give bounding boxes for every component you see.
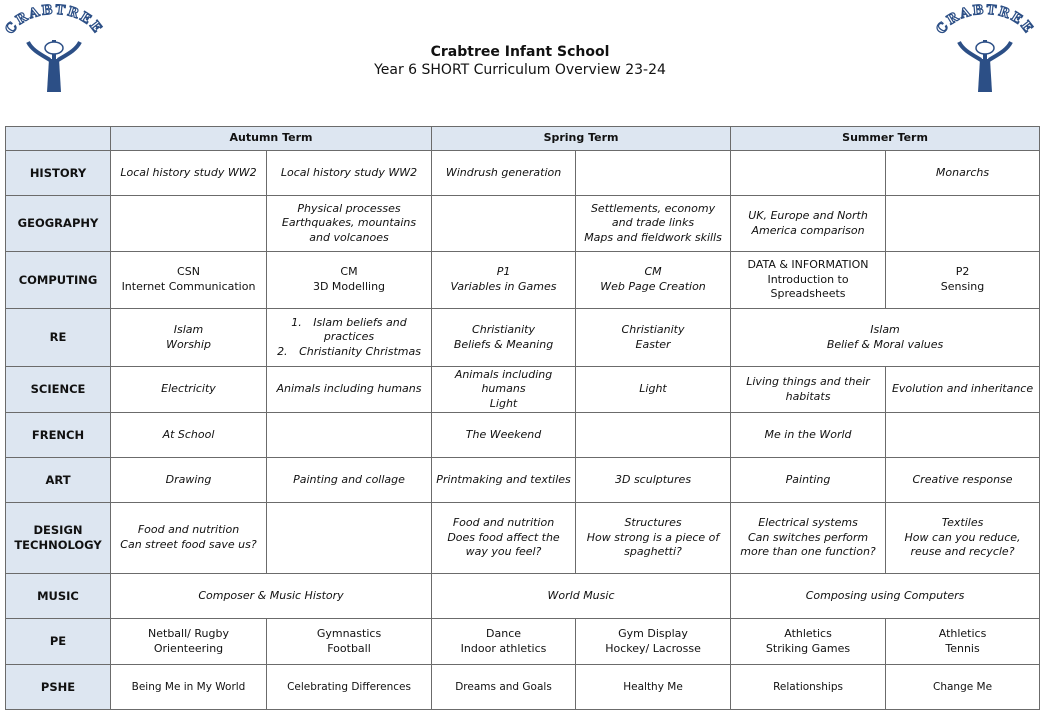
cell-autumn-2: CM 3D Modelling — [267, 252, 432, 309]
cell-spring-1: Food and nutrition Does food affect the way you feel? — [432, 503, 576, 574]
cell-autumn-2: Animals including humans — [267, 367, 432, 413]
cell-autumn-1 — [111, 196, 267, 252]
cell-spring-2: Christianity Easter — [576, 309, 731, 367]
cell-autumn-2: Local history study WW2 — [267, 151, 432, 196]
cell-autumn-2 — [267, 413, 432, 458]
subject-label: COMPUTING — [6, 252, 111, 309]
cell-summer-1 — [731, 151, 886, 196]
cell-summer-1: UK, Europe and North America comparison — [731, 196, 886, 252]
cell-summer-2: Change Me — [886, 665, 1040, 710]
svg-text:CRABTREE: CRABTREE — [2, 4, 106, 38]
term-header-row — [6, 127, 1040, 151]
numbered-list — [270, 316, 428, 360]
row-science — [6, 367, 1040, 413]
cell-summer-2 — [886, 196, 1040, 252]
cell-spring-2: Light — [576, 367, 731, 413]
cell-summer-1: DATA & INFORMATION Introduction to Spreadsheets — [731, 252, 886, 309]
cell-autumn-1: Drawing — [111, 458, 267, 503]
cell-spring-1: Dance Indoor athletics — [432, 619, 576, 665]
subject-label: PE — [6, 619, 111, 665]
subject-label: GEOGRAPHY — [6, 196, 111, 252]
cell-autumn-1: At School — [111, 413, 267, 458]
cell-summer-2: Athletics Tennis — [886, 619, 1040, 665]
cell-spring-1: Printmaking and textiles — [432, 458, 576, 503]
cell-summer-merged: Islam Belief & Moral values — [731, 309, 1040, 367]
cell-summer-2: Evolution and inheritance — [886, 367, 1040, 413]
cell-spring-2 — [576, 151, 731, 196]
cell-autumn-1: CSN Internet Communication — [111, 252, 267, 309]
document-header — [0, 44, 1040, 79]
row-music — [6, 574, 1040, 619]
cell-spring-1: P1 Variables in Games — [432, 252, 576, 309]
cell-spring-2: CM Web Page Creation — [576, 252, 731, 309]
row-art — [6, 458, 1040, 503]
subject-label: FRENCH — [6, 413, 111, 458]
svg-text:CRABTREE: CRABTREE — [933, 4, 1037, 38]
cell-autumn-1: Islam Worship — [111, 309, 267, 367]
school-name: Crabtree Infant School — [430, 44, 610, 60]
cell-summer-1: Electrical systems Can switches perform more than one function? — [731, 503, 886, 574]
cell-autumn-1: Electricity — [111, 367, 267, 413]
cell-spring-merged: World Music — [432, 574, 731, 619]
cell-spring-2: Structures How strong is a piece of spaghetti? — [576, 503, 731, 574]
cell-autumn-1: Netball/ Rugby Orienteering — [111, 619, 267, 665]
cell-autumn-1: Local history study WW2 — [111, 151, 267, 196]
term-summer: Summer Term — [731, 127, 1040, 151]
cell-summer-1: Painting — [731, 458, 886, 503]
cell-autumn-1: Food and nutrition Can street food save us? — [111, 503, 267, 574]
cell-summer-2: Textiles How can you reduce, reuse and recycle? — [886, 503, 1040, 574]
cell-autumn-2 — [267, 309, 432, 367]
cell-spring-1: Dreams and Goals — [432, 665, 576, 710]
cell-spring-1: Windrush generation — [432, 151, 576, 196]
cell-spring-1: Christianity Beliefs & Meaning — [432, 309, 576, 367]
row-design-technology — [6, 503, 1040, 574]
cell-summer-1: Relationships — [731, 665, 886, 710]
cell-summer-merged: Composing using Computers — [731, 574, 1040, 619]
corner-cell — [6, 127, 111, 151]
subject-label: RE — [6, 309, 111, 367]
cell-spring-2: Healthy Me — [576, 665, 731, 710]
row-geography — [6, 196, 1040, 252]
cell-spring-1 — [432, 196, 576, 252]
row-history — [6, 151, 1040, 196]
cell-summer-2: Monarchs — [886, 151, 1040, 196]
cell-spring-2: 3D sculptures — [576, 458, 731, 503]
cell-summer-2 — [886, 413, 1040, 458]
cell-autumn-2: Physical processes Earthquakes, mountains and volcanoes — [267, 196, 432, 252]
subject-label: DESIGN TECHNOLOGY — [6, 503, 111, 574]
term-spring: Spring Term — [432, 127, 731, 151]
subject-label: MUSIC — [6, 574, 111, 619]
list-item: 1. Islam beliefs and practices — [291, 315, 407, 344]
row-computing — [6, 252, 1040, 309]
cell-summer-1: Living things and their habitats — [731, 367, 886, 413]
cell-summer-1: Me in the World — [731, 413, 886, 458]
list-item: 2. Christianity Christmas — [277, 344, 421, 358]
cell-summer-1: Athletics Striking Games — [731, 619, 886, 665]
cell-spring-1: Animals including humans Light — [432, 367, 576, 413]
cell-autumn-1: Being Me in My World — [111, 665, 267, 710]
cell-summer-2: Creative response — [886, 458, 1040, 503]
cell-autumn-merged: Composer & Music History — [111, 574, 432, 619]
term-autumn: Autumn Term — [111, 127, 432, 151]
cell-spring-1: The Weekend — [432, 413, 576, 458]
cell-summer-2: P2 Sensing — [886, 252, 1040, 309]
cell-autumn-2 — [267, 503, 432, 574]
subject-label: HISTORY — [6, 151, 111, 196]
document-subtitle: Year 6 SHORT Curriculum Overview 23-24 — [374, 62, 666, 78]
curriculum-table — [5, 126, 1040, 710]
row-pe — [6, 619, 1040, 665]
subject-label: SCIENCE — [6, 367, 111, 413]
cell-autumn-2: Gymnastics Football — [267, 619, 432, 665]
cell-autumn-2: Celebrating Differences — [267, 665, 432, 710]
row-pshe — [6, 665, 1040, 710]
subject-label: ART — [6, 458, 111, 503]
row-re — [6, 309, 1040, 367]
cell-spring-2 — [576, 413, 731, 458]
row-french — [6, 413, 1040, 458]
subject-label: PSHE — [6, 665, 111, 710]
cell-spring-2: Gym Display Hockey/ Lacrosse — [576, 619, 731, 665]
cell-spring-2: Settlements, economy and trade links Maps and fieldwork skills — [576, 196, 731, 252]
cell-autumn-2: Painting and collage — [267, 458, 432, 503]
